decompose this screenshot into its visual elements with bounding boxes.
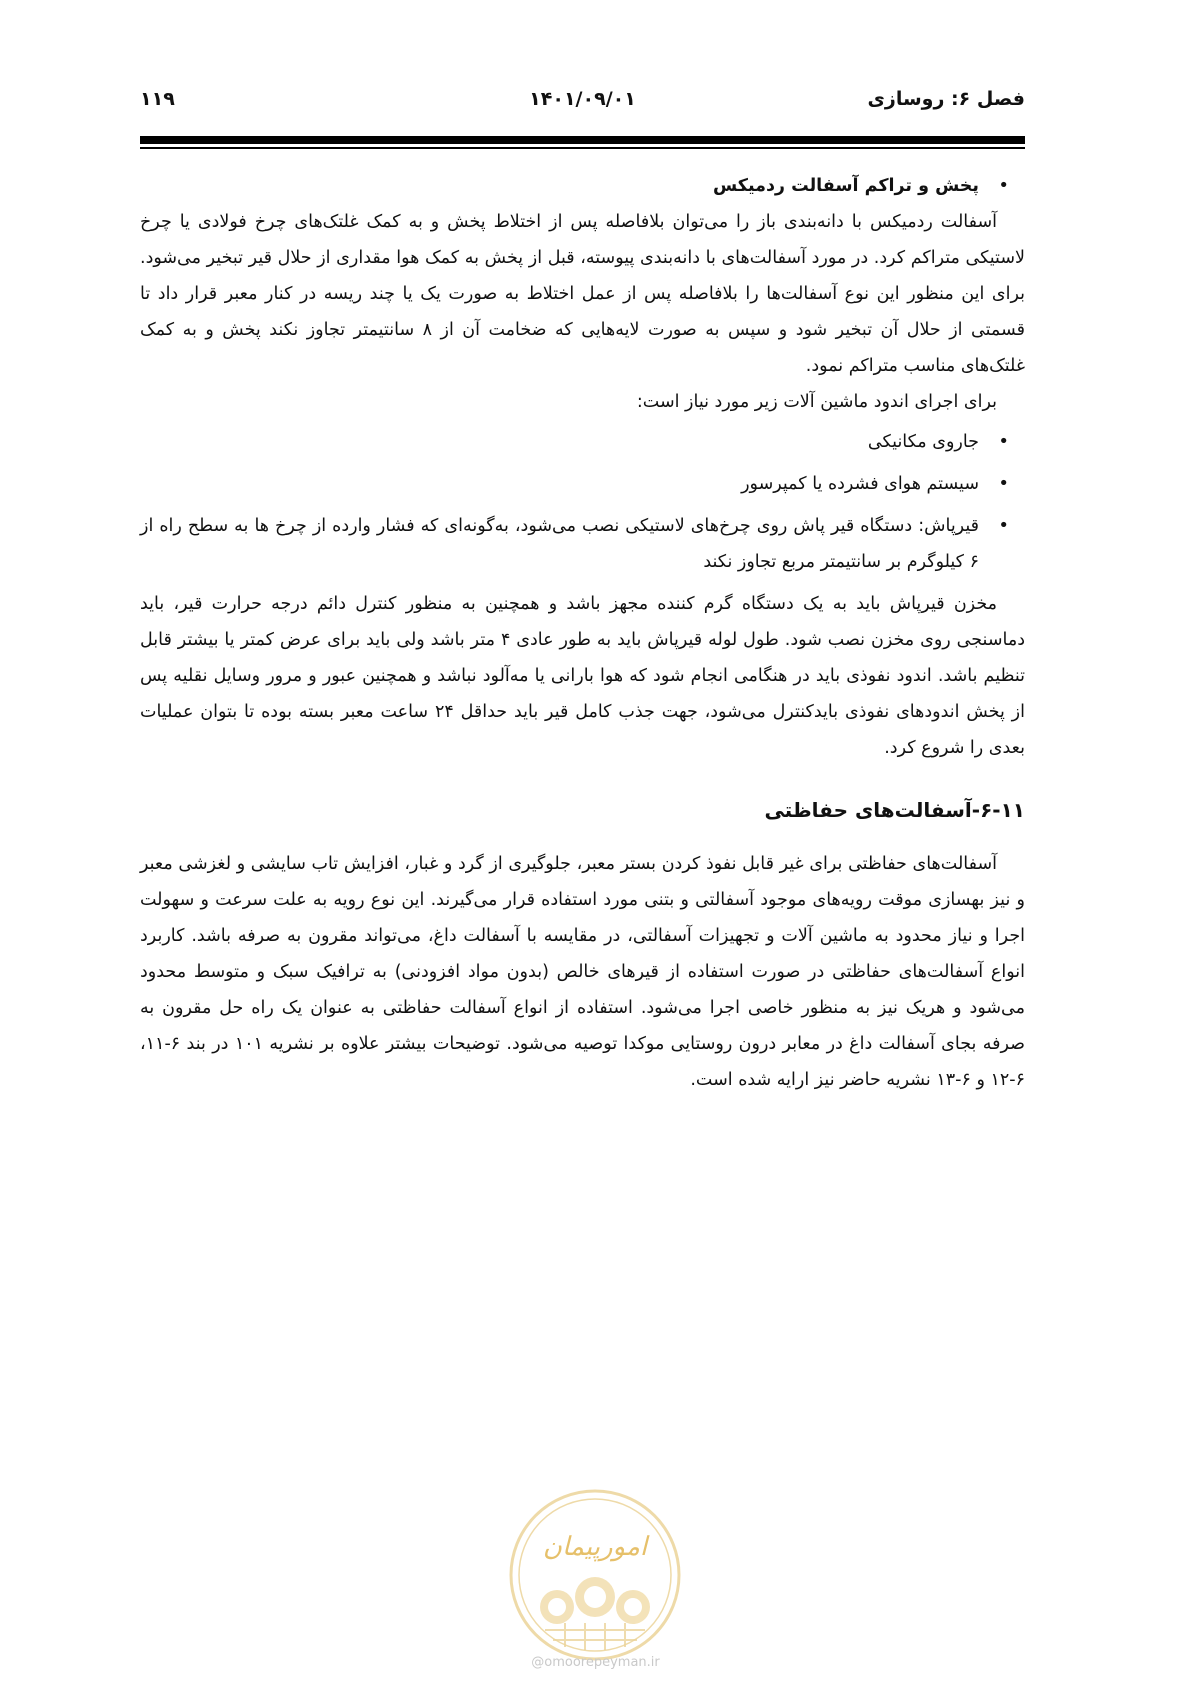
body-content bbox=[140, 168, 1025, 1098]
header-rule-thick bbox=[140, 136, 1025, 144]
list-item: • قیرپاش: دستگاه قیر پاش روی چرخ‌های لاستیکی نصب می‌شود، به‌گونه‌ای که فشار وارده از چرخ ها به سطح راه از ۶ کیلوگرم بر سانتیمتر مربع تجاوز نکند bbox=[140, 508, 1025, 580]
subsection-bullet-heading bbox=[140, 168, 1025, 204]
paragraph-redmix: آسفالت ردمیکس با دانه‌بندی باز را می‌توان بلافاصله پس از اختلاط پخش و به کمک غلتک‌های چرخ فولادی یا چرخ لاستیکی متراکم کرد. در مورد آسفالت‌های با دانه‌بندی پیوسته، قبل از پخش به کمک هوا مقداری از حلال قیر تبخیر می‌شود. برای این منظور این نوع آسفالت‌ها را بلافاصله پس از عمل اختلاط به صورت یک یا چند ریسه در کنار معبر قرار داد تا قسمتی از حلال آن تبخیر شود و سپس به صورت لایه‌هایی که ضخامت آن از ۸ سانتیمتر تجاوز نکند پخش و به کمک غلتک‌های مناسب متراکم نمود. bbox=[140, 212, 1025, 376]
chapter-title: فصل ۶: روسازی bbox=[867, 88, 1025, 110]
paragraph-machinery-intro: برای اجرای اندود ماشین آلات زیر مورد نیاز است: bbox=[636, 392, 997, 412]
watermark-logo-icon bbox=[505, 1485, 685, 1665]
section-heading: ۶-۱۱-آسفالت‌های حفاظتی bbox=[764, 798, 1025, 822]
watermark-url: @omoorepeyman.ir bbox=[531, 1655, 660, 1670]
list-item: • جاروی مکانیکی bbox=[140, 424, 1025, 460]
paragraph-protective-asphalt: آسفالت‌های حفاظتی برای غیر قابل نفوذ کردن بستر معبر، جلوگیری از گرد و غبار، افزایش تاب سایشی و لغزشی معبر و نیز بهسازی موقت رویه‌های موجود آسفالتی و بتنی مورد استفاده قرار می‌گیرند. این نوع رویه به علت سرعت و سهولت اجرا و نیاز محدود به ماشین آلات و تجهیزات آسفالتی، در مقایسه با آسفالت داغ، می‌تواند مقرون به صرفه باشد. کاربرد انواع آسفالت‌های حفاظتی در صورت استفاده از قیرهای خالص (بدون مواد افزودنی) به ترافیک سبک و متوسط محدود می‌شود و هریک نیز به منظور خاصی اجرا می‌شود. استفاده از انواع آسفالت حفاظتی به عنوان یک راه حل مقرون به صرفه بجای آسفالت داغ در معابر درون روستایی موکدا توصیه می‌شود. توضیحات بیشتر علاوه بر نشریه ۱۰۱ در بند ۶-۱۱، ۶-۱۲ و ۶-۱۳ نشریه حاضر نیز ارایه شده است. bbox=[140, 854, 1025, 1090]
logo-text: امورپیمان bbox=[542, 1532, 648, 1562]
header-date: ۱۴۰۱/۰۹/۰۱ bbox=[529, 88, 636, 110]
page-header bbox=[140, 88, 1025, 124]
header-rule-thin bbox=[140, 147, 1025, 149]
page-number: ۱۱۹ bbox=[140, 88, 175, 110]
machinery-list bbox=[140, 424, 1025, 580]
paragraph-tank: مخزن قیرپاش باید به یک دستگاه گرم کننده مجهز باشد و همچنین به منظور کنترل دائم درجه حرارت قیر، باید دماسنجی روی مخزن نصب شود. طول لوله قیرپاش باید به طور عادی ۴ متر باشد ولی باید برای عرض کمتر یا بیشتر قابل تنظیم باشد. اندود نفوذی باید در هنگامی انجام شود که هوا بارانی یا مه‌آلود نباشد و همچنین عبور و مرور وسایل نقلیه پس از پخش اندودهای نفوذی بایدکنترل می‌شود، جهت جذب کامل قیر باید حداقل ۲۴ ساعت معبر بسته بوده تا بتوان عملیات بعدی را شروع کرد. bbox=[140, 594, 1025, 758]
list-item: • سیستم هوای فشرده یا کمپرسور bbox=[140, 466, 1025, 502]
subsection-heading: پخش و تراکم آسفالت ردمیکس bbox=[713, 176, 979, 196]
